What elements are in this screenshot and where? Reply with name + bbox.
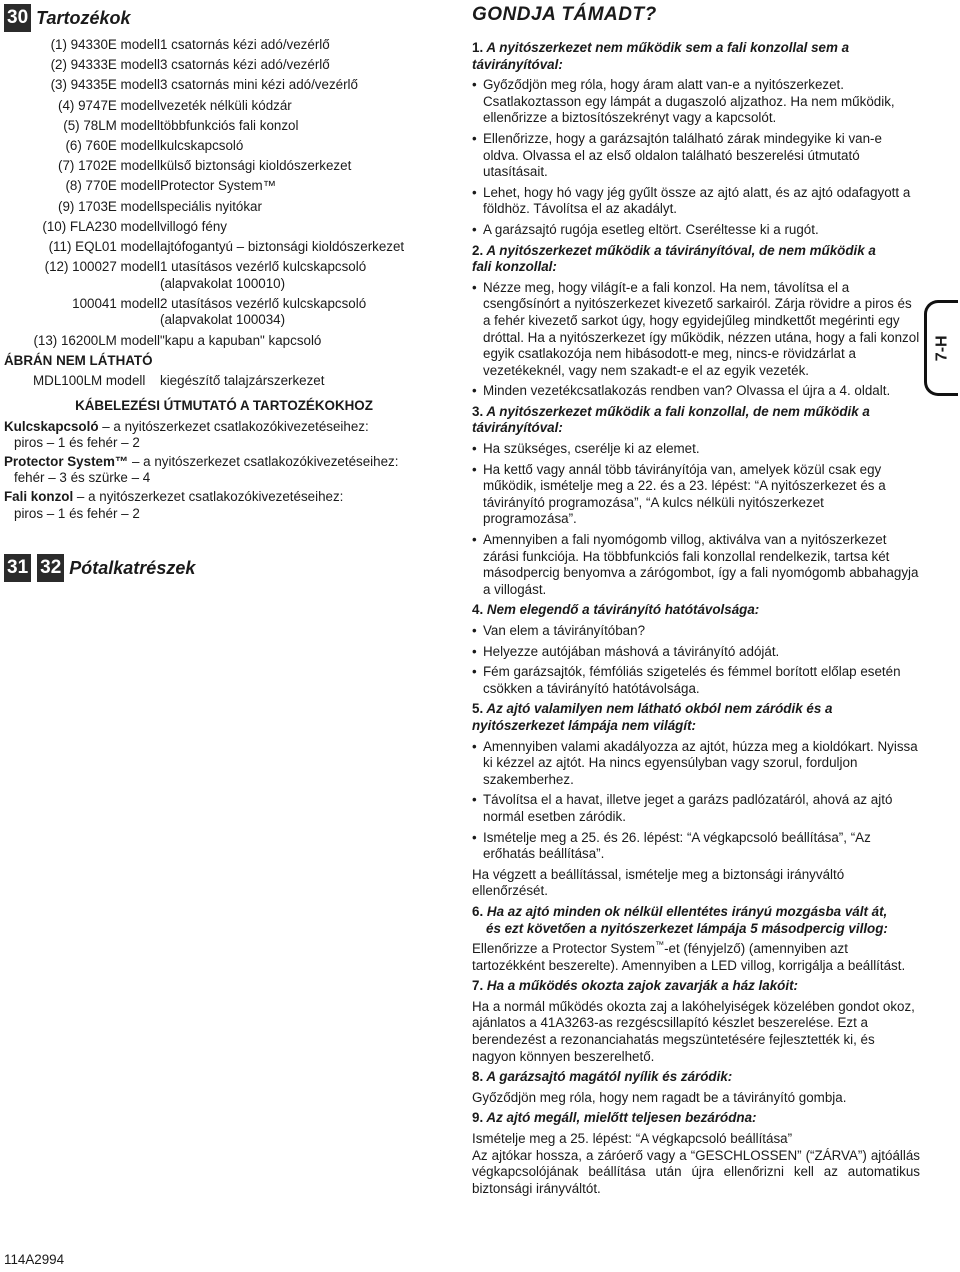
bullet-item: • Ha kettő vagy annál több távirányítója van, amelyek közül csak egy működik, ismételje meg a 22. és a 23. lépést: “A nyitószerkezet és a távirányító programozása”, “A kulcs nélküli nyitószerkezet programozása”. xyxy=(472,462,920,528)
accessory-row xyxy=(4,77,444,94)
accessory-row xyxy=(4,118,444,135)
accessory-desc xyxy=(160,259,444,292)
accessory-model: (1) 94330E modell xyxy=(50,37,160,52)
accessory-desc xyxy=(160,178,444,195)
section-number: 30 xyxy=(4,4,31,32)
bullet-item: • Ha szükséges, cserélje ki az elemet. xyxy=(472,441,920,458)
accessory-desc xyxy=(160,239,444,256)
accessories-section xyxy=(4,4,444,524)
question-8: 8. A garázsajtó magától nyílik és záródik: xyxy=(472,1069,733,1085)
bullet-item: • Amennyiben valami akadályozza az ajtót, húzza meg a kioldókart. Nyissa ki kézzel az ajtót. Ha nincs egyensúlyban vagy szorul, forduljon szakemberhez. xyxy=(472,739,920,789)
bullet-item: • Ellenőrizze, hogy a garázsajtón található zárak mindegyike ki van-e oldva. Olvassa el az első oldalon található beszerelési útmutató utasításait. xyxy=(472,131,920,181)
accessory-desc-line: 1 utasításos vezérlő kulcskapcsoló xyxy=(160,259,367,275)
mdl-model: MDL100LM modell xyxy=(33,373,146,389)
accessory-desc xyxy=(160,138,444,155)
accessory-desc-line: 3 csatornás mini kézi adó/vezérlő xyxy=(160,77,358,93)
question-9-answer-2: Az ajtókar hossza, a záróerő vagy a “GESCHLOSSEN” (“ZÁRVA”) ajtóállás végkapcsolójának beállítása után újra ellenőrizni kell az automatikus biztonsági irányváltót. xyxy=(472,1147,920,1196)
accessory-model: (5) 78LM modell xyxy=(63,117,160,133)
bullet-item: • Győződjön meg róla, hogy áram alatt van-e a nyitószerkezet. Csatlakoztasson egy lámpát a dugaszoló aljzathoz. Ha nem működik, ellenőrizze a biztosítószekrényt vagy a kapcsolót. xyxy=(472,77,920,127)
wiring-colors: piros – 1 és fehér – 2 xyxy=(14,435,140,451)
question-7-answer: Ha a normál működés okozta zaj a lakóhelyiségek közelében gondot okoz, ajánlatos a 41A3263-as rezgéscsillapító készlet beszerelése. Ezt a berendezést a rezonanciahatás megszüntetésére fejlesztették ki, és nagyon könnyen beszerelhető. xyxy=(472,998,915,1064)
accessory-model: (4) 9747E modell xyxy=(58,97,160,113)
question-4-list xyxy=(472,623,920,697)
question-3: 3. A nyitószerkezet működik a fali konzollal, de nem működik a távirányítóval: xyxy=(472,403,870,436)
accessory-model: (3) 94335E modell xyxy=(50,77,160,93)
accessory-desc xyxy=(160,57,444,74)
accessory-desc-line: (alapvakolat 100010) xyxy=(160,275,286,291)
accessory-desc-line: külső biztonsági kioldószerkezet xyxy=(160,158,352,174)
question-6: 6. Ha az ajtó minden ok nélkül ellentétes irányú mozgásba vált át, és ezt követően a nyitószerkezet lámpája 5 másodpercig villog: xyxy=(472,903,888,936)
question-6-answer: Ellenőrizze a Protector System™-et (fényjelző) (amennyiben azt tartozékként beszerelte). Amennyiben a LED villog, korrigálja a beállítást. xyxy=(472,939,906,973)
question-9-answer-1: Ismételje meg a 25. lépést: “A végkapcsoló beállítása” xyxy=(472,1131,793,1147)
accessory-desc-line: vezeték nélküli kódzár xyxy=(160,97,292,113)
accessory-row xyxy=(4,98,444,115)
accessory-row xyxy=(4,333,444,350)
accessory-row xyxy=(4,219,444,236)
accessory-desc-line: többfunkciós fali konzol xyxy=(160,117,299,133)
wiring-key: Protector System™ xyxy=(4,453,129,469)
wiring-text: – a nyitószerkezet csatlakozókivezetéseihez: xyxy=(73,488,344,504)
question-1: 1. A nyitószerkezet nem működik sem a fali konzollal sem a távirányítóval: xyxy=(472,40,850,72)
accessory-row xyxy=(4,296,444,329)
accessory-desc xyxy=(160,219,444,236)
accessory-row xyxy=(4,259,444,292)
accessory-row xyxy=(4,239,444,256)
accessory-model: (9) 1703E modell xyxy=(58,198,160,214)
wiring-text: – a nyitószerkezet csatlakozókivezetéseihez: xyxy=(98,418,369,434)
accessory-model: (7) 1702E modell xyxy=(58,158,160,174)
accessory-desc xyxy=(160,77,444,94)
wiring-item xyxy=(4,489,444,522)
accessory-model: 100041 modell xyxy=(49,295,160,311)
parts-title: Pótalkatrészek xyxy=(69,557,196,578)
chapter-tab xyxy=(924,300,958,396)
troubleshooting-section xyxy=(472,4,920,1201)
bullet-item: • Fém garázsajtók, fémfóliás szigetelés és fémmel borított előlap esetén csökken a távirányító hatótávolsága. xyxy=(472,664,920,697)
accessory-desc xyxy=(160,296,444,329)
question-4: 4. Nem elegendő a távirányító hatótávolsága: xyxy=(472,602,760,618)
accessory-desc xyxy=(160,118,444,135)
section-title: Tartozékok xyxy=(36,7,131,28)
accessory-model: (12) 100027 modell xyxy=(44,259,160,275)
bullet-item: • Minden vezetékcsatlakozás rendben van? Olvassa el újra a 4. oldalt. xyxy=(472,383,920,400)
accessory-desc-line: Protector System™ xyxy=(160,178,277,194)
wiring-colors: fehér – 3 és szürke – 4 xyxy=(14,470,151,486)
accessory-row xyxy=(4,178,444,195)
accessory-desc xyxy=(160,158,444,175)
question-5-note: Ha végzett a beállítással, ismételje meg a biztonsági irányváltó ellenőrzését. xyxy=(472,866,845,899)
accessory-desc-line: "kapu a kapuban" kapcsoló xyxy=(160,332,322,348)
question-9: 9. Az ajtó megáll, mielőtt teljesen bezáródna: xyxy=(472,1110,757,1126)
accessory-desc xyxy=(160,98,444,115)
question-7: 7. Ha a működés okozta zajok zavarják a ház lakóit: xyxy=(472,978,798,994)
parts-number-a: 31 xyxy=(4,554,31,582)
accessory-desc-line: ajtófogantyú – biztonsági kioldószerkezet xyxy=(160,238,405,254)
accessory-desc-line: 3 csatornás kézi adó/vezérlő xyxy=(160,57,330,73)
cable-guide-title: KÁBELEZÉSI ÚTMUTATÓ A TARTOZÉKOKHOZ xyxy=(75,398,373,413)
bullet-item: • Ismételje meg a 25. és 26. lépést: “A végkapcsoló beállítása”, “Az erőhatás beállítása”. xyxy=(472,830,920,863)
accessory-model: (2) 94333E modell xyxy=(50,57,160,73)
accessory-model: (10) FLA230 modell xyxy=(42,218,160,234)
accessory-desc-line: (alapvakolat 100034) xyxy=(160,312,286,328)
parts-number-b: 32 xyxy=(37,554,64,582)
mdl-row xyxy=(33,373,444,390)
chapter-tab-label: 7-H xyxy=(933,335,951,361)
document-code: 114A2994 xyxy=(4,1252,65,1267)
accessory-desc-line: villogó fény xyxy=(160,218,227,234)
bullet-item: • Nézze meg, hogy világít-e a fali konzol. Ha nem, távolítsa el a csengősínórt a nyitószerkezet kivezető sarkairól. Zárja rövidre a piros és a fehér kivezető sarkot úgy, hogy egyidejűleg mindkettőt megérinti egy dróttal. Ha a nyitószerkezet így működik, nézzen utána, hogy a fali konzol egyik csatlakozója nem hibásodott-e meg, nincs-e rövidzárlat a vezetékeknél, vagy nem szakadt-e el az egyik vezeték. xyxy=(472,280,920,380)
wiring-text: – a nyitószerkezet csatlakozókivezetéseihez: xyxy=(128,453,399,469)
wiring-item xyxy=(4,454,444,487)
accessory-desc-line: 2 utasításos vezérlő kulcskapcsoló xyxy=(160,295,367,311)
accessory-model: (8) 770E modell xyxy=(65,178,160,194)
wiring-item xyxy=(4,419,444,452)
accessory-row xyxy=(4,158,444,175)
accessory-row xyxy=(4,138,444,155)
question-2: 2. A nyitószerkezet működik a távirányítóval, de nem működik a fali konzollal: xyxy=(472,242,876,275)
bullet-item: • Van elem a távirányítóban? xyxy=(472,623,920,640)
bullet-item: • A garázsajtó rugója esetleg eltört. Cseréltesse ki a rugót. xyxy=(472,222,920,239)
question-8-answer: Győződjön meg róla, hogy nem ragadt be a távirányító gombja. xyxy=(472,1089,847,1105)
question-3-list xyxy=(472,441,920,598)
accessory-desc xyxy=(160,333,444,350)
accessory-model: (11) EQL01 modell xyxy=(48,238,160,254)
parts-header xyxy=(4,554,195,582)
bullet-item: • Amennyiben a fali nyomógomb villog, aktiválva van a nyitószerkezet zárási funkciója. Ha többfunkciós fali konzollal rendelkezik, tartsa két másodpercig benyomva a zárógombot, így a fali nyomógomb abbahagyja a villogást. xyxy=(472,532,920,598)
accessory-row xyxy=(4,37,444,54)
accessory-row xyxy=(4,199,444,216)
troubleshooting-title: GONDJA TÁMADT? xyxy=(472,4,657,25)
accessory-desc xyxy=(160,199,444,216)
accessory-desc-line: speciális nyitókar xyxy=(160,198,262,214)
question-1-list xyxy=(472,77,920,238)
accessory-row xyxy=(4,57,444,74)
question-5: 5. Az ajtó valamilyen nem látható okból nem záródik és a nyitószerkezet lámpája nem világít: xyxy=(472,701,833,733)
question-5-list xyxy=(472,739,920,863)
question-2-list xyxy=(472,280,920,400)
wiring-list xyxy=(4,419,444,523)
bullet-item: • Távolítsa el a havat, illetve jeget a garázs padlózatáról, ahová az ajtó normál esetben záródik. xyxy=(472,792,920,825)
accessory-desc-line: 1 csatornás kézi adó/vezérlő xyxy=(160,37,330,52)
accessory-desc xyxy=(160,37,444,54)
mdl-desc: kiegészítő talajzárszerkezet xyxy=(160,373,325,389)
accessory-list xyxy=(4,37,444,349)
accessory-model: (6) 760E modell xyxy=(65,137,160,153)
wiring-colors: piros – 1 és fehér – 2 xyxy=(14,505,140,521)
accessories-header xyxy=(4,4,444,32)
wiring-key: Fali konzol xyxy=(4,488,74,504)
bullet-item: • Helyezze autójában máshová a távirányító adóját. xyxy=(472,644,920,661)
accessory-desc-line: kulcskapcsoló xyxy=(160,137,244,153)
bullet-item: • Lehet, hogy hó vagy jég gyűlt össze az ajtó alatt, és az ajtó odafagyott a földhöz. Távolítsa el az akadályt. xyxy=(472,185,920,218)
not-shown-label: ÁBRÁN NEM LÁTHATÓ xyxy=(4,352,153,368)
wiring-key: Kulcskapcsoló xyxy=(4,418,99,434)
accessory-model: (13) 16200LM modell xyxy=(33,332,160,348)
